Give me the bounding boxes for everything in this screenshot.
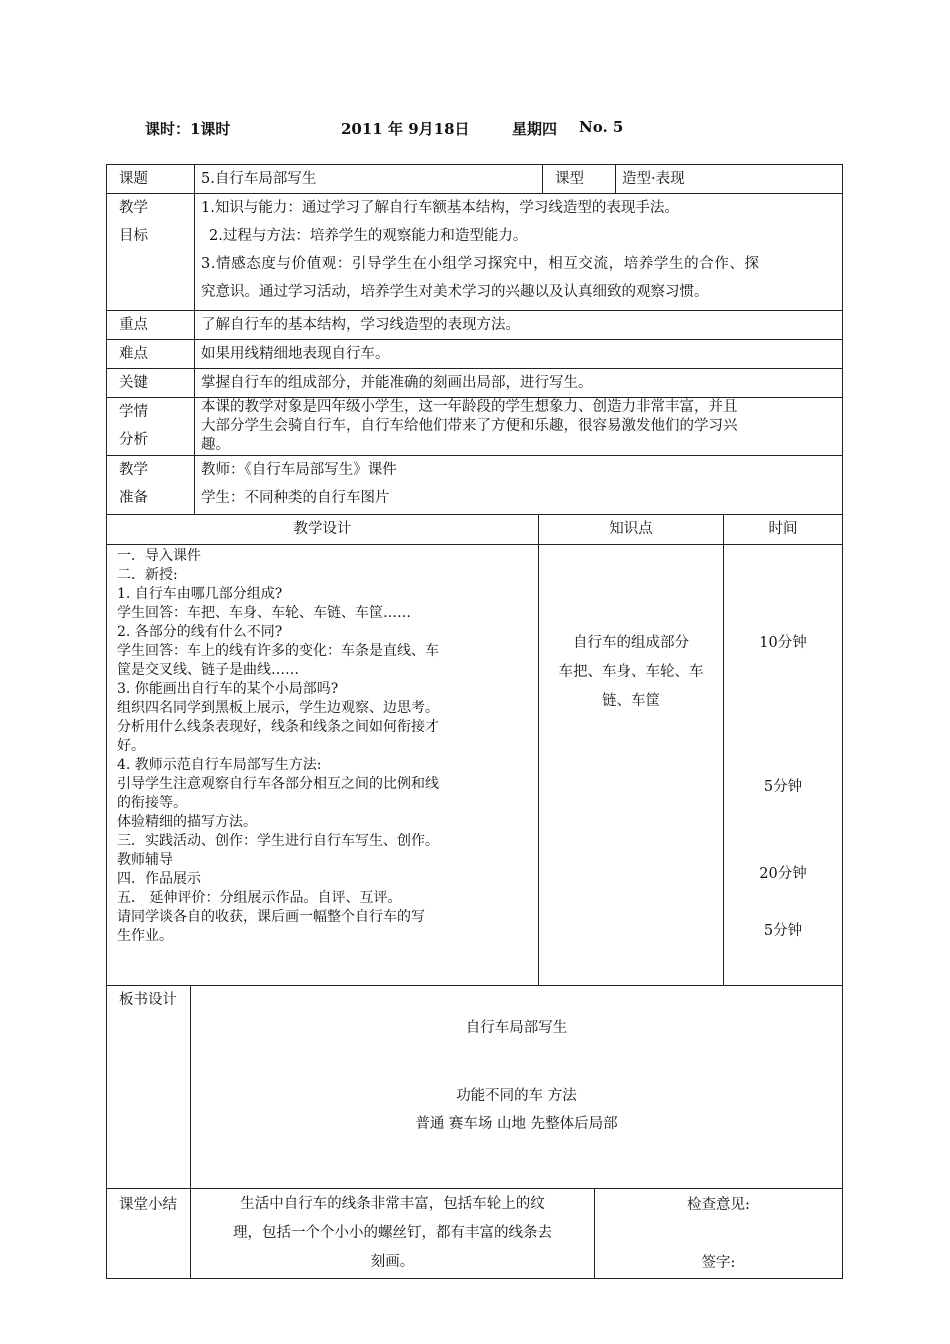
step-line: 学生回答：车上的线有许多的变化：车条是直线、车 bbox=[117, 643, 439, 659]
step-line: 二．新授: bbox=[117, 567, 178, 583]
board-content bbox=[191, 986, 843, 1189]
difficulty-value: 如果用线精细地表现自行车。 bbox=[195, 340, 843, 369]
time-value: 5分钟 bbox=[763, 923, 803, 939]
crux-value: 掌握自行车的组成部分，并能准确的刻画出局部，进行写生。 bbox=[195, 369, 843, 398]
analysis-value: 本课的教学对象是四年级小学生，这一年龄段的学生想象力、创造力非常丰富，并且 大部分学生会骑自行车，自行车给他们带来了方便和乐趣，很容易激发他们的学习兴 趣。 bbox=[195, 398, 843, 456]
analysis-label: 学情 分析 bbox=[107, 398, 195, 456]
design-steps bbox=[107, 545, 539, 986]
knowledge-line: 车把、车身、车轮、车 bbox=[558, 664, 704, 680]
goals-value bbox=[195, 194, 843, 311]
topic-row bbox=[107, 165, 843, 194]
knowledge-header: 知识点 bbox=[539, 515, 724, 545]
step-line: 体验精细的描写方法。 bbox=[117, 814, 257, 830]
design-header-row bbox=[107, 515, 843, 545]
step-line: 生作业。 bbox=[117, 928, 173, 944]
board-label: 板书设计 bbox=[107, 986, 191, 1189]
goals-row bbox=[107, 194, 843, 311]
type-label: 课型 bbox=[543, 165, 616, 194]
analysis-row bbox=[107, 398, 843, 456]
prep-value: 教师：《自行车局部写生》课件 学生：不同种类的自行车图片 bbox=[195, 456, 843, 515]
design-header: 教学设计 bbox=[107, 515, 539, 545]
board-line: 普通 赛车场 山地 先整体后局部 bbox=[415, 1116, 618, 1132]
design-body-row bbox=[107, 545, 843, 986]
type-value: 造型·表现 bbox=[616, 165, 843, 194]
knowledge-line: 链、车筐 bbox=[602, 693, 660, 709]
goal-item: 3.情感态度与价值观：引导学生在小组学习探究中，相互交流，培养学生的合作、探 bbox=[201, 256, 760, 272]
goal-item: 1.知识与能力：通过学习了解自行车额基本结构，学习线造型的表现手法。 bbox=[201, 200, 679, 216]
topic-value: 5.自行车局部写生 bbox=[195, 165, 543, 194]
key-row bbox=[107, 311, 843, 340]
check-cell bbox=[595, 1189, 843, 1279]
goal-item: 2.过程与方法：培养学生的观察能力和造型能力。 bbox=[209, 228, 528, 244]
lesson-number: No. 5 bbox=[579, 118, 624, 136]
prep-row bbox=[107, 456, 843, 515]
summary-row bbox=[107, 1189, 843, 1279]
step-line: 2. 各部分的线有什么不同? bbox=[117, 624, 283, 640]
step-line: 四．作品展示 bbox=[117, 871, 201, 887]
step-line: 一．导入课件 bbox=[117, 548, 201, 564]
time-header: 时间 bbox=[724, 515, 843, 545]
topic-label: 课题 bbox=[107, 165, 195, 194]
goals-label: 教学 目标 bbox=[107, 194, 195, 311]
step-line: 分析用什么线条表现好，线条和线条之间如何衔接才 bbox=[117, 719, 439, 735]
time-value: 20分钟 bbox=[759, 866, 807, 882]
step-line: 4. 教师示范自行车局部写生方法: bbox=[117, 757, 322, 773]
step-line: 好。 bbox=[117, 738, 145, 754]
step-line: 的衔接等。 bbox=[117, 795, 187, 811]
goal-item: 究意识。通过学习活动，培养学生对美术学习的兴趣以及认真细致的观察习惯。 bbox=[201, 284, 709, 300]
summary-label: 课堂小结 bbox=[107, 1189, 191, 1279]
step-line: 1. 自行车由哪几部分组成? bbox=[117, 586, 283, 602]
board-title: 自行车局部写生 bbox=[465, 1020, 568, 1036]
step-line: 三．实践活动、创作：学生进行自行车写生、创作。 bbox=[117, 833, 439, 849]
time-value: 5分钟 bbox=[763, 779, 803, 795]
time-value: 10分钟 bbox=[759, 635, 807, 651]
lesson-date: 2011 年 9月18日 bbox=[341, 120, 470, 138]
step-line: 引导学生注意观察自行车各部分相互之间的比例和线 bbox=[117, 776, 439, 792]
step-line: 组织四名同学到黑板上展示，学生边观察、边思考。 bbox=[117, 700, 439, 716]
knowledge-points bbox=[539, 545, 724, 986]
check-label: 检查意见: bbox=[687, 1197, 750, 1213]
sign-label: 签字: bbox=[701, 1255, 736, 1271]
teaching-design-table bbox=[106, 514, 843, 986]
step-line: 教师辅导 bbox=[117, 852, 173, 868]
step-line: 五． 延伸评价：分组展示作品。自评、互评。 bbox=[117, 890, 402, 906]
prep-label: 教学 准备 bbox=[107, 456, 195, 515]
lesson-header bbox=[145, 118, 845, 138]
time-column bbox=[724, 545, 843, 986]
board-line: 功能不同的车 方法 bbox=[456, 1088, 577, 1104]
lesson-weekday: 星期四 bbox=[512, 120, 558, 138]
crux-label: 关键 bbox=[107, 369, 195, 398]
board-row bbox=[107, 986, 843, 1189]
key-value: 了解自行车的基本结构，学习线造型的表现方法。 bbox=[195, 311, 843, 340]
step-line: 3. 你能画出自行车的某个小局部吗? bbox=[117, 681, 339, 697]
knowledge-line: 自行车的组成部分 bbox=[573, 635, 689, 651]
crux-row bbox=[107, 369, 843, 398]
step-line: 请同学谈各自的收获，课后画一幅整个自行车的写 bbox=[117, 909, 425, 925]
board-summary-table bbox=[106, 985, 843, 1279]
summary-text: 生活中自行车的线条非常丰富，包括车轮上的纹 理，包括一个个小小的螺丝钉，都有丰富的线条去 刻画。 bbox=[191, 1189, 595, 1279]
key-label: 重点 bbox=[107, 311, 195, 340]
step-line: 学生回答：车把、车身、车轮、车链、车筐…… bbox=[117, 605, 411, 621]
lesson-info-table bbox=[106, 164, 843, 515]
difficulty-label: 难点 bbox=[107, 340, 195, 369]
class-hours: 课时：1课时 bbox=[145, 120, 231, 138]
difficulty-row bbox=[107, 340, 843, 369]
step-line: 筐是交叉线、链子是曲线…… bbox=[117, 662, 299, 678]
